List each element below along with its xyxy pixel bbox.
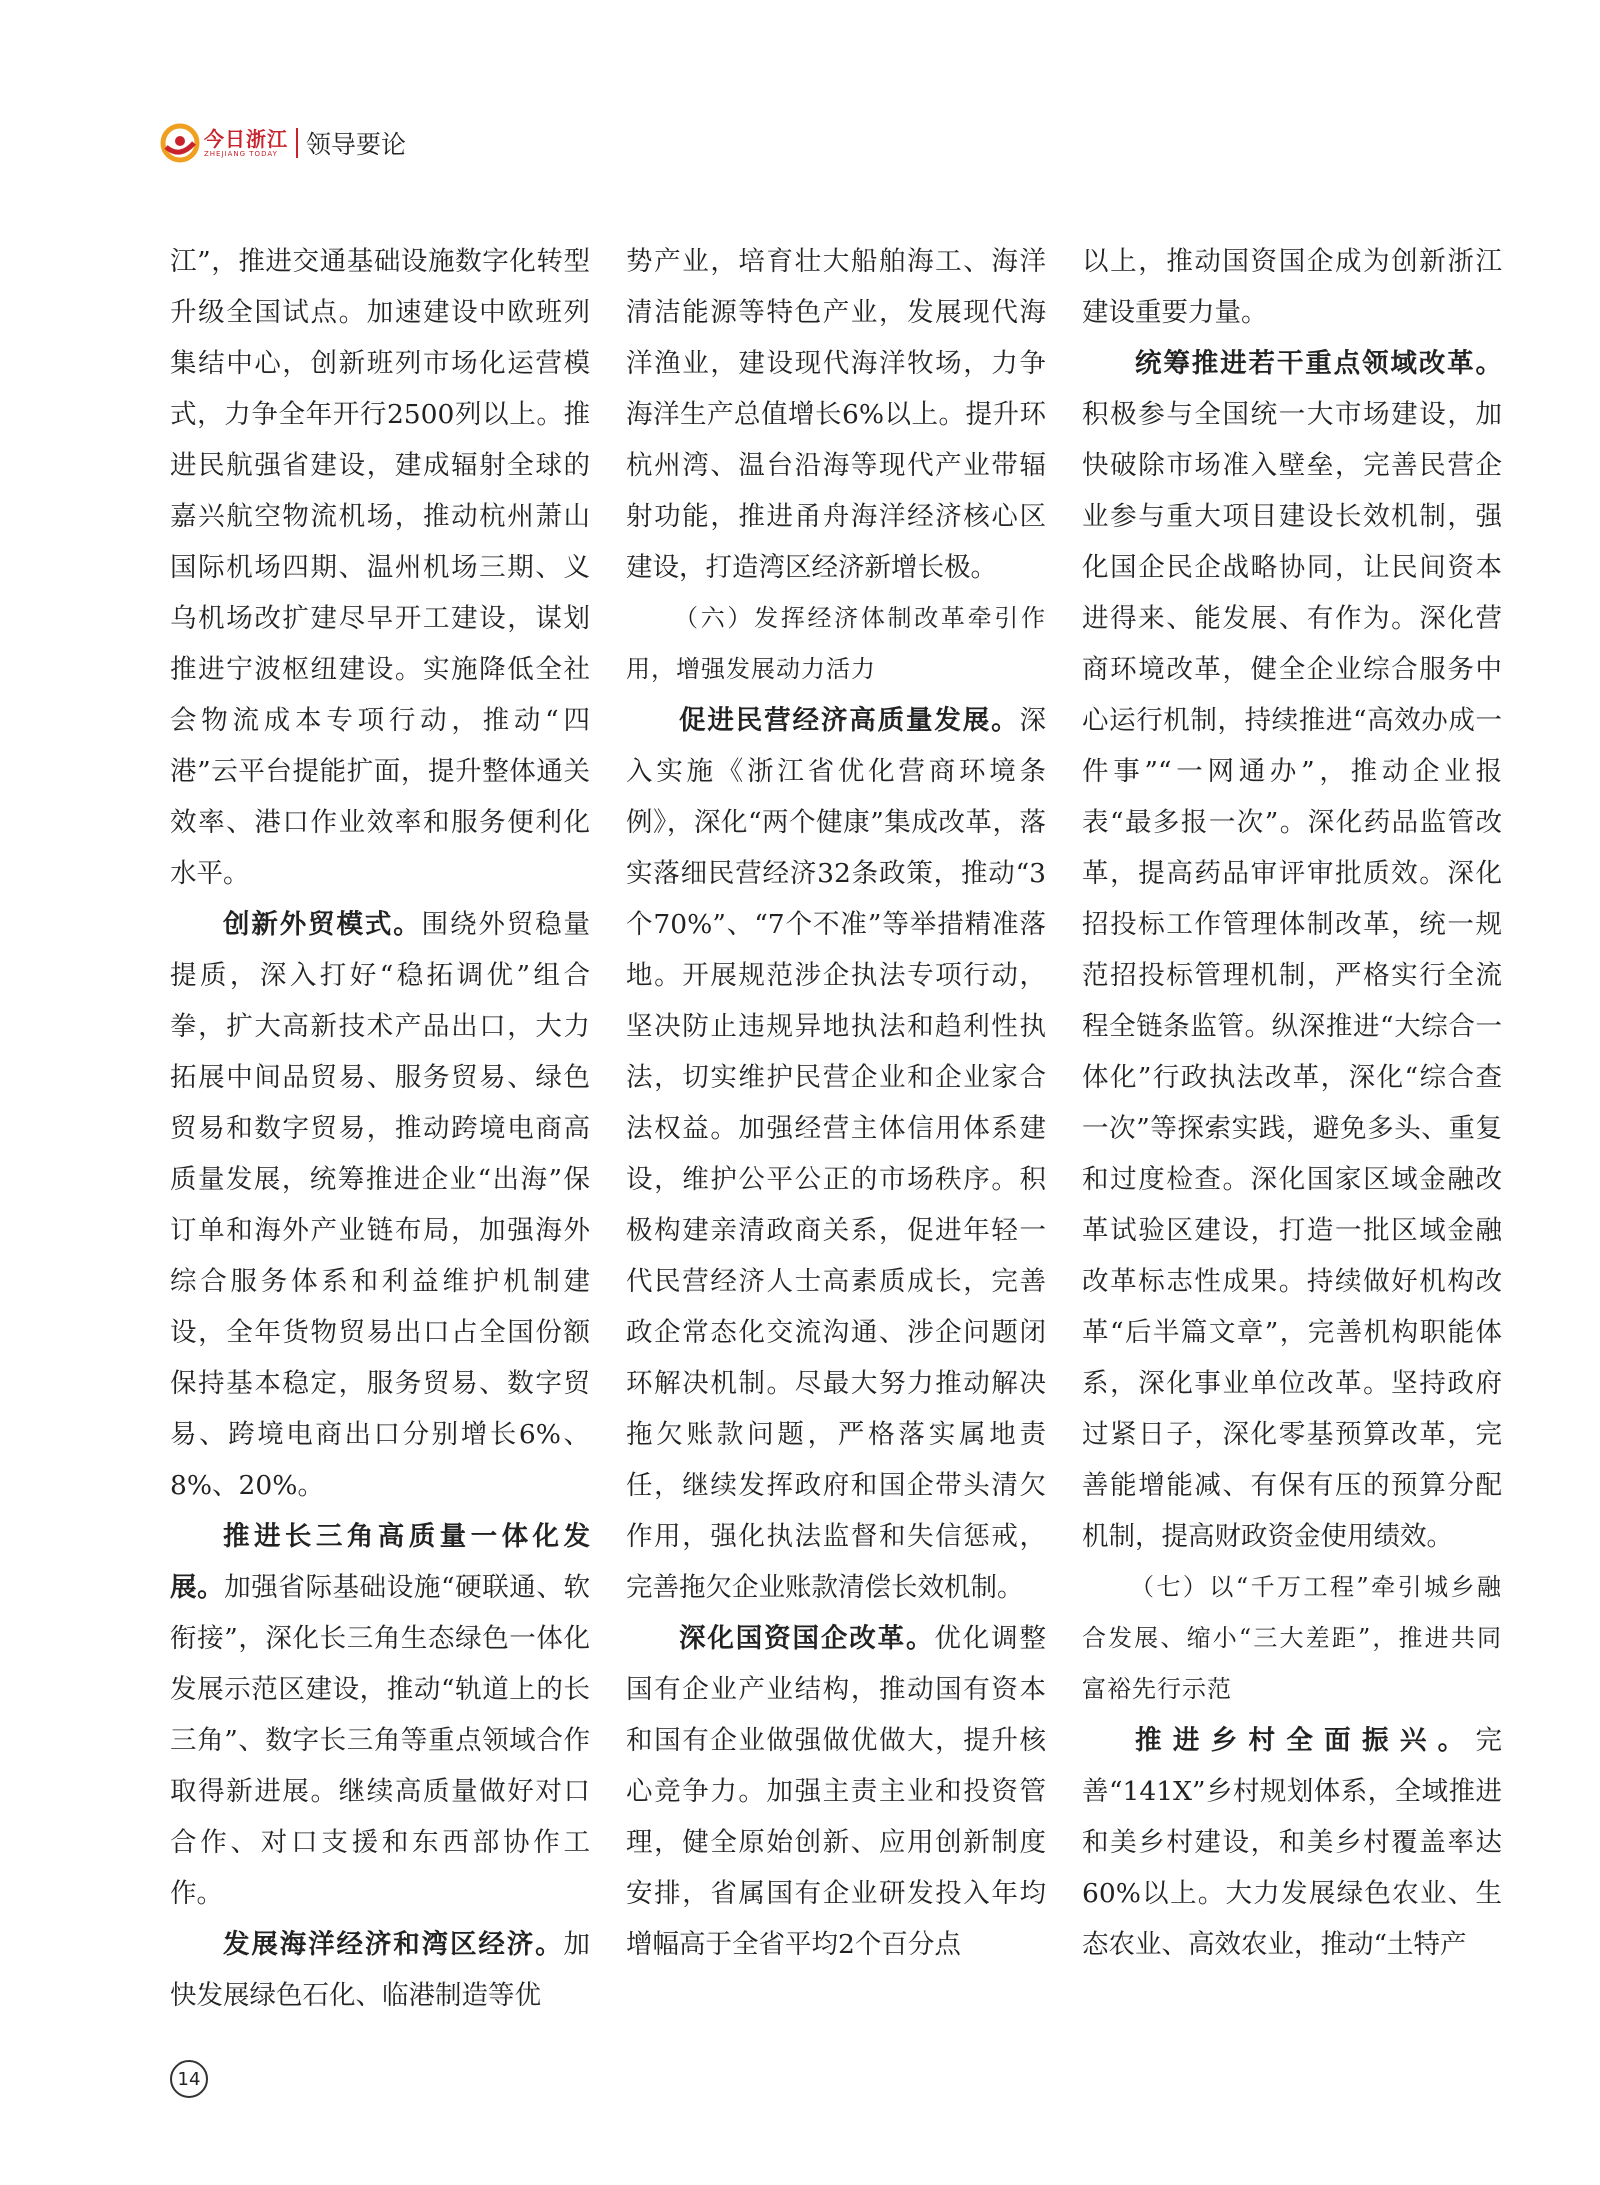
paragraph xyxy=(170,899,590,1511)
paragraph-lead: 发展海洋经济和湾区经济。 xyxy=(223,1929,564,1960)
paragraph xyxy=(170,1919,590,2021)
logo-swirl-icon xyxy=(160,123,200,163)
paragraph-body: 围绕外贸稳量提质，深入打好“稳拓调优”组合拳，扩大高新技术产品出口，大力拓展中间品贸易、服务贸易、绿色贸易和数字贸易，推动跨境电商高质量发展，统筹推进企业“出海”保订单和海外产业链布局，加强海外综合服务体系和利益维护机制建设，全年货物贸易出口占全国份额保持基本稳定，服务贸易、数字贸易、跨境电商出口分别增长6%、8%、20%。 xyxy=(170,909,590,1501)
paragraph: 以上，推动国资国企成为创新浙江建设重要力量。 xyxy=(1082,246,1502,328)
text-column-2 xyxy=(626,236,1046,1970)
paragraph xyxy=(170,1511,590,1919)
paragraph xyxy=(626,1613,1046,1970)
paragraph-lead: 促进民营经济高质量发展。 xyxy=(679,705,1020,736)
paragraph-body: 加强省际基础设施“硬联通、软衔接”，深化长三角生态绿色一体化发展示范区建设，推动“轨道上的长三角”、数字长三角等重点领域合作取得新进展。继续高质量做好对口合作、对口支援和东西部协作工作。 xyxy=(170,1572,590,1909)
logo-chinese-text: 今日浙江 xyxy=(204,126,288,151)
paragraph-body: 加快发展绿色石化、临港制造等优 xyxy=(170,1929,590,2011)
paragraph-body: 积极参与全国统一大市场建设，加快破除市场准入壁垒，完善民营企业参与重大项目建设长效机制，强化国企民企战略协同，让民间资本进得来、能发展、有作为。深化营商环境改革，健全企业综合服务中心运行机制，持续推进“高效办成一件事”“一网通办”，推动企业报表“最多报一次”。深化药品监管改革，提高药品审评审批质效。深化招投标工作管理体制改革，统一规范招投标管理机制，严格实行全流程全链条监管。纵深推进“大综合一体化”行政执法改革，深化“综合查一次”等探索实践，避免多头、重复和过度检查。深化国家区域金融改革试验区建设，打造一批区域金融改革标志性成果。持续做好机构改革“后半篇文章”，完善机构职能体系，深化事业单位改革。坚持政府过紧日子，深化零基预算改革，完善能增能减、有保有压的预算分配机制，提高财政资金使用绩效。 xyxy=(1082,399,1502,1552)
section-title: 领导要论 xyxy=(306,130,407,159)
logo-english-text: ZHEJIANG TODAY xyxy=(204,149,278,158)
paragraph-body: 深入实施《浙江省优化营商环境条例》，深化“两个健康”集成改革，落实落细民营经济32条政策，推动“3个70%”、“7个不准”等举措精准落地。开展规范涉企执法专项行动，坚决防止违规异地执法和趋利性执法，切实维护民营企业和企业家合法权益。加强经营主体信用体系建设，维护公平公正的市场秩序。积极构建亲清政商关系，促进年轻一代民营经济人士高素质成长，完善政企常态化交流沟通、涉企问题闭环解决机制。尽最大努力推动解决拖欠账款问题，严格落实属地责任，继续发挥政府和国企带头清欠作用，强化执法监督和失信惩戒，完善拖欠企业账款清偿长效机制。 xyxy=(626,705,1046,1603)
text-column-3 xyxy=(1082,236,1502,1970)
paragraph-lead: 创新外贸模式。 xyxy=(223,909,422,940)
paragraph xyxy=(1082,338,1502,1562)
text-column-1 xyxy=(170,236,590,2021)
page-number: 14 xyxy=(170,2060,208,2098)
paragraph-body: 完善“141X”乡村规划体系，全域推进和美乡村建设，和美乡村覆盖率达60%以上。大力发展绿色农业、生态农业、高效农业，推动“土特产 xyxy=(1082,1725,1502,1960)
paragraph-lead: 推进长三角高质量一体化发展。 xyxy=(170,1521,590,1603)
paragraph-lead: 推进乡村全面振兴。 xyxy=(1135,1725,1476,1756)
magazine-logo xyxy=(160,123,288,163)
paragraph: 江”，推进交通基础设施数字化转型升级全国试点。加速建设中欧班列集结中心，创新班列市场化运营模式，力争全年开行2500列以上。推进民航强省建设，建成辐射全球的嘉兴航空物流机场，推动杭州萧山国际机场四期、温州机场三期、义乌机场改扩建尽早开工建设，谋划推进宁波枢纽建设。实施降低全社会物流成本专项行动，推动“四港”云平台提能扩面，提升整体通关效率、港口作业效率和服务便利化水平。 xyxy=(170,246,590,889)
paragraph-lead: 深化国资国企改革。 xyxy=(679,1623,935,1654)
paragraph-lead: 统筹推进若干重点领域改革。 xyxy=(1135,348,1502,379)
paragraph-body: 优化调整国有企业产业结构，推动国有资本和国有企业做强做优做大，提升核心竞争力。加强主责主业和投资管理，健全原始创新、应用创新制度安排，省属国有企业研发投入年均增幅高于全省平均2个百分点 xyxy=(626,1623,1046,1960)
header-divider xyxy=(296,128,298,158)
paragraph: 势产业，培育壮大船舶海工、海洋清洁能源等特色产业，发展现代海洋渔业，建设现代海洋牧场，力争海洋生产总值增长6%以上。提升环杭州湾、温台沿海等现代产业带辐射功能，推进甬舟海洋经济核心区建设，打造湾区经济新增长极。 xyxy=(626,246,1046,583)
page-header xyxy=(160,118,406,168)
subheading: （六）发挥经济体制改革牵引作用，增强发展动力活力 xyxy=(626,604,1046,683)
paragraph xyxy=(1082,1715,1502,1970)
paragraph xyxy=(626,695,1046,1613)
subheading: （七）以“千万工程”牵引城乡融合发展、缩小“三大差距”，推进共同富裕先行示范 xyxy=(1082,1573,1502,1703)
